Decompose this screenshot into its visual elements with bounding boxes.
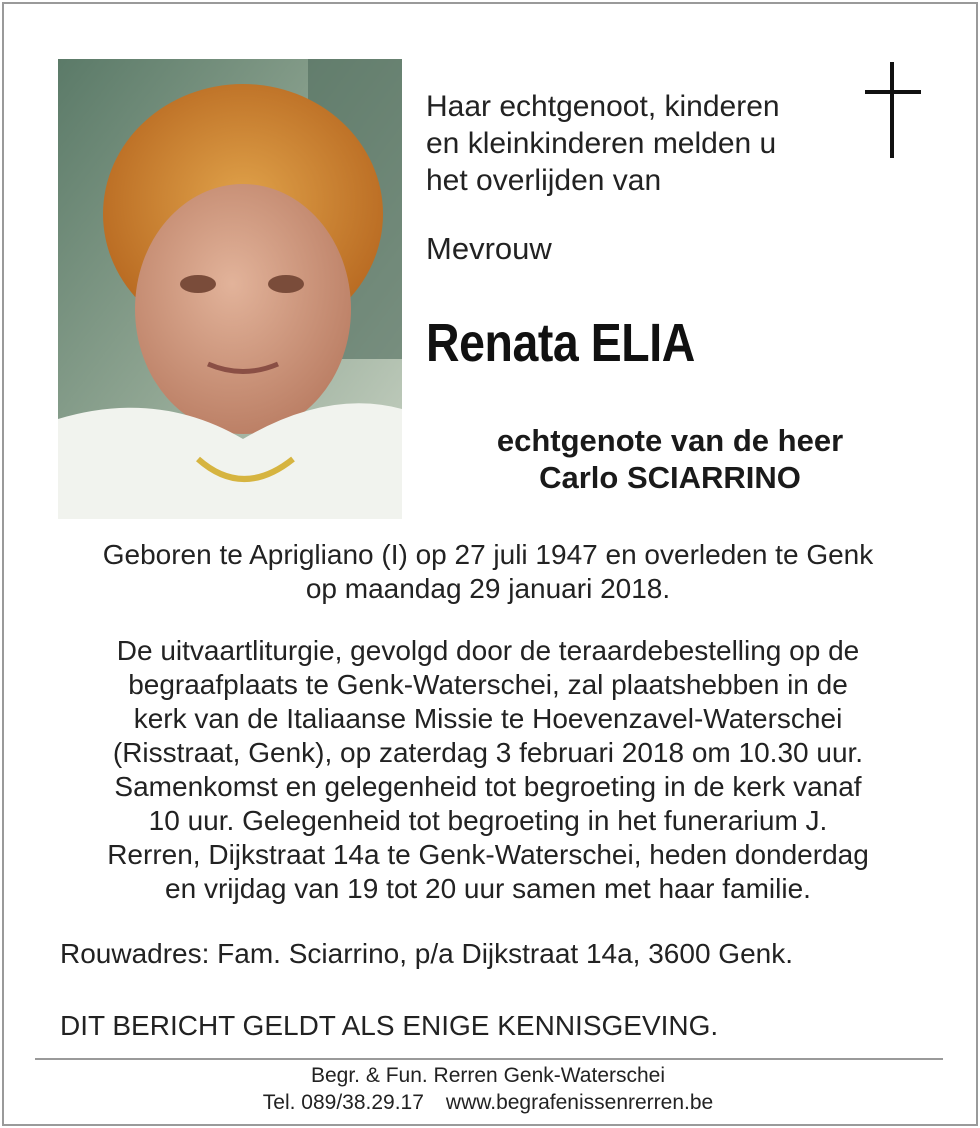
funeral-line: Samenkomst en gelegenheid tot begroeting in de kerk vanaf: [114, 771, 862, 802]
deceased-name: Renata ELIA: [426, 313, 695, 373]
funeral-home-phone: Tel. 089/38.29.17: [262, 1091, 424, 1114]
birth-line: op maandag 29 januari 2018.: [305, 573, 671, 604]
portrait-photo: [58, 59, 402, 519]
funeral-line: begraafplaats te Genk-Waterschei, zal plaatshebben in de: [128, 669, 848, 700]
spouse-name: Carlo SCIARRINO: [539, 460, 801, 495]
intro-line: het overlijden van: [426, 164, 662, 197]
birth-death-text: [40, 538, 936, 606]
funeral-home-website[interactable]: www.begrafenissenrerren.be: [445, 1091, 714, 1114]
mourning-address: Rouwadres: Fam. Sciarrino, p/a Dijkstraat 14a, 3600 Genk.: [60, 938, 794, 969]
birth-line: Geboren te Aprigliano (I) op 27 juli 1947 en overleden te Genk: [102, 539, 874, 570]
notice-text: DIT BERICHT GELDT ALS ENIGE KENNISGEVING.: [60, 1010, 719, 1041]
cross-icon: [862, 62, 924, 162]
funeral-line: (Risstraat, Genk), op zaterdag 3 februari 2018 om 10.30 uur.: [112, 737, 864, 768]
intro-line: en kleinkinderen melden u: [426, 127, 777, 160]
funeral-line: Rerren, Dijkstraat 14a te Genk-Waterschei, heden donderdag: [107, 839, 869, 870]
intro-line: Haar echtgenoot, kinderen: [426, 90, 780, 123]
footer-divider: [35, 1058, 943, 1060]
funeral-line: 10 uur. Gelegenheid tot begroeting in het funerarium J.: [148, 805, 828, 836]
honorific: Mevrouw: [426, 231, 552, 266]
funeral-home-contact: [40, 1089, 936, 1116]
funeral-text: [40, 634, 936, 906]
funeral-line: kerk van de Italiaanse Missie te Hoevenzavel-Waterschei: [133, 703, 843, 734]
funeral-line: en vrijdag van 19 tot 20 uur samen met haar familie.: [165, 873, 811, 904]
funeral-line: De uitvaartliturgie, gevolgd door de teraardebestelling op de: [116, 635, 860, 666]
funeral-home-name: Begr. & Fun. Rerren Genk-Waterschei: [310, 1064, 666, 1087]
spouse-block: [402, 422, 938, 496]
spouse-relation: echtgenote van de heer: [496, 423, 844, 458]
intro-text: [426, 88, 846, 199]
funeral-home-footer: [40, 1062, 936, 1116]
